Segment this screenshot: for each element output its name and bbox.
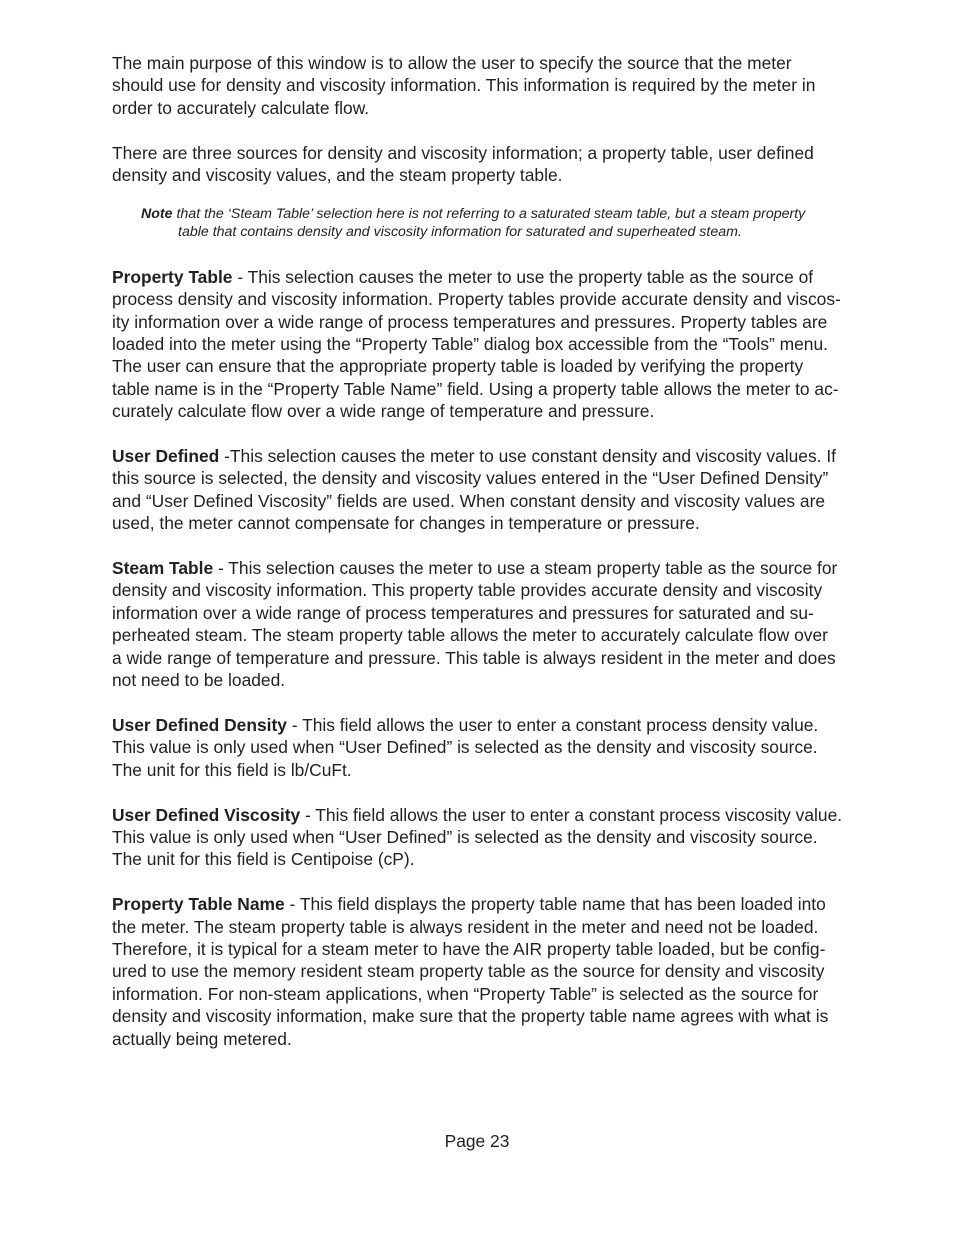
note-block bbox=[112, 205, 902, 241]
intro-paragraph-purpose: The main purpose of this window is to allow the user to specify the source that the meter should use for density and viscosity information. This information is required by the meter in order to accurately calculate flow. bbox=[112, 53, 816, 118]
section-text: - This selection causes the meter to use a steam property table as the source for density and viscosity information. This property table provides accurate density and viscosity information over a wide range of process temperatures and pressures for saturated and su- perheated steam. The steam property table allows the meter to accurately calculate flow over a wide range of temperature and pressure. This table is always resident in the meter and does not need to be loaded. bbox=[112, 558, 838, 691]
intro-paragraph-sources: There are three sources for density and viscosity information; a property table, user defined density and viscosity values, and the steam property table. bbox=[112, 142, 814, 186]
section-term: User Defined bbox=[112, 446, 220, 467]
section-property-table bbox=[112, 266, 902, 423]
section-term: User Defined Density bbox=[112, 714, 287, 735]
section-property-table-name bbox=[112, 893, 902, 1050]
section-user-defined bbox=[112, 445, 902, 535]
section-user-defined-density bbox=[112, 714, 902, 781]
section-text: - This selection causes the meter to use the property table as the source of process density and viscosity information. Property tables provide accurate density and viscos- ity information over a wide range of process temperatures and pressures. Property tables are loaded into the meter using the “Property Table” dialog box accessible from the “Tools” menu. The user can ensure that the appropriate property table is loaded by verifying the property table name is in the “Property Table Name” field. Using a property table allows the meter to ac- curately calculate flow over a wide range of temperature and pressure. bbox=[112, 266, 841, 422]
section-text: - This field displays the property table name that has been loaded into the meter. The steam property table is always resident in the meter and need not be loaded. Therefore, it is typical for a steam meter to have the AIR property table loaded, but be config- ured to use the memory resident steam property table as the source for density and viscosity information. For non-steam applications, when “Property Table” is selected as the source for density and viscosity information, make sure that the property table name agrees with what is actually being metered. bbox=[112, 894, 829, 1049]
section-user-defined-viscosity bbox=[112, 804, 902, 871]
section-term: Property Table bbox=[112, 266, 233, 287]
section-steam-table bbox=[112, 557, 902, 691]
note-label: Note bbox=[141, 205, 173, 222]
section-term: User Defined Viscosity bbox=[112, 804, 301, 825]
note-line-1 bbox=[112, 205, 902, 223]
note-line-2: table that contains density and viscosity information for saturated and superheated steam. bbox=[178, 223, 742, 240]
section-term: Property Table Name bbox=[112, 894, 285, 915]
page-number: Page 23 bbox=[444, 1131, 510, 1151]
section-term: Steam Table bbox=[112, 558, 214, 579]
section-text: - This field allows the user to enter a constant process density value. This value is only used when “User Defined” is selected as the density and viscosity source. The unit for this field is lb/CuFt. bbox=[112, 714, 819, 780]
note-text-1: that the ‘Steam Table’ selection here is not referring to a saturated steam table, but a steam property bbox=[172, 205, 806, 222]
section-text: - This field allows the user to enter a constant process viscosity value. This value is only used when “User Defined” is selected as the density and viscosity source. The unit for this field is Centipoise (cP). bbox=[112, 804, 843, 870]
document-body bbox=[112, 52, 902, 1072]
section-text: -This selection causes the meter to use constant density and viscosity values. If this source is selected, the density and viscosity values entered in the “User Defined Density” and “User Defined Viscosity” fields are used. When constant density and viscosity values are used, the meter cannot compensate for changes in temperature or pressure. bbox=[112, 446, 836, 534]
